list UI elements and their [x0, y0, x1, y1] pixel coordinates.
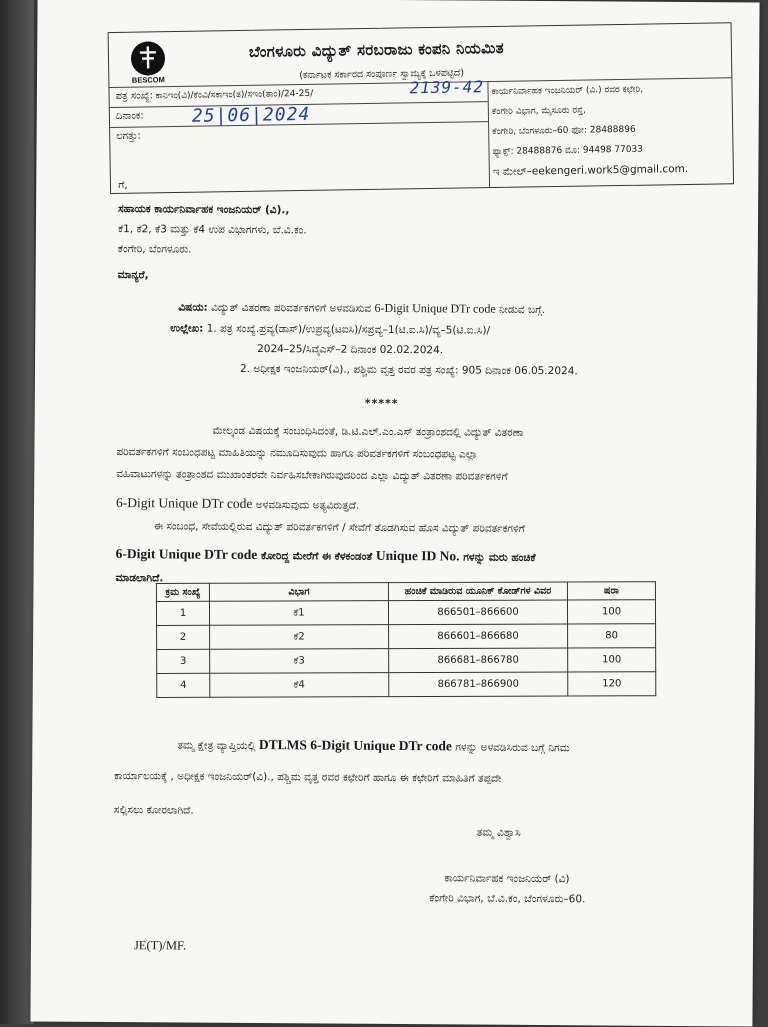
- table-cell: 120: [568, 672, 656, 696]
- table-cell: 866501–866600: [388, 600, 567, 625]
- table-cell: ಕೆ4: [210, 673, 389, 698]
- body-line: ಪರಿವರ್ತಕಗಳಿಗೆ ಸಂಬಂಧಪಟ್ಟ ಮಾಹಿತಿಯನ್ನು ನಮೂದಿಸುವುದು ಹಾಗೂ ಪರಿವರ್ತಕಗಳಿಗೆ ಸಂಬಂಧಪಟ್ಟ ಎಲ್ಲಾ: [116, 446, 478, 461]
- address-line: ಫ್ಯಾಕ್ಸ್: 28488876 ಮೊ: 94498 77033: [492, 144, 644, 158]
- org-name: ಬೆಂಗಳೂರು ವಿದ್ಯುತ್ ಸರಬರಾಜು ಕಂಪನಿ ನಿಯಮಿತ: [248, 38, 505, 61]
- table-cell: ಕೆ1: [209, 601, 388, 626]
- subject-text: ನೀಡುವ ಬಗ್ಗೆ.: [499, 303, 546, 317]
- ref-label: ಪತ್ರ ಸಂಖ್ಯೆ:: [115, 90, 154, 102]
- body-text: ತಮ್ಮ ಕ್ಷೇತ್ರ ವ್ಯಾಪ್ತಿಯಲ್ಲಿ: [177, 739, 256, 753]
- body-line: ಕಾರ್ಯಾಲಯಕ್ಕೆ , ಅಧೀಕ್ಷಕ ಇಂಜನಿಯರ್(ವಿ)., ಪಶ್ಚಿಮ ವೃತ್ತ ರವರ ಕಛೇರಿಗೆ ಹಾಗೂ ಈ ಕಛೇರಿಗೆ ಮಾಹಿತಿಗೆ ತಪ್ಪದೇ: [114, 770, 502, 785]
- body-text: ಗಳನ್ನು ಅಳವಡಿಸಿರುವ ಬಗ್ಗೆ ನಿಗಮ: [455, 741, 570, 755]
- body-line: [116, 495, 359, 513]
- table-cell: ಕೆ2: [210, 625, 389, 650]
- salutation: ಮಾನ್ಯರೆ,: [117, 269, 149, 282]
- column-header: ಹಂಚಿಕೆ ಮಾಡಿರುವ ಯೂನಿಕ್ ಕೋಡ್‌ಗಳ ವಿವರ: [388, 582, 567, 601]
- body-text: ಕೋರಿದ್ದ ಮೇರೆಗೆ ಈ ಕೆಳಕಂಡಂತೆ: [260, 550, 373, 563]
- reference-line: [170, 322, 490, 337]
- subject-text: ವಿದ್ಯುತ್ ವಿತರಣಾ ಪರಿವರ್ತಕಗಳಿಗೆ ಅಳವಡಿಸುವ: [211, 301, 372, 315]
- body-line: ಮೇಲ್ಕಂಡ ವಿಷಯಕ್ಕೆ ಸಂಬಂಧಿಸಿದಂತೆ, ಡಿ.ಟಿ.ಎಲ್.ಎಂ.ಎಸ್ ತಂತ್ರಾಂಶದಲ್ಲಿ ವಿದ್ಯುತ್ ವಿತರಣಾ: [212, 424, 524, 439]
- address-line: ಕಾರ್ಯನಿರ್ವಾಹಕ ಇಂಜನಿಯರ್ (ವಿ.) ರವರ ಕಛೇರಿ,: [491, 84, 644, 98]
- email-address: ಇ ಮೇಲ್–eekengeri.work5@gmail.com.: [492, 162, 689, 179]
- table-cell: 80: [568, 624, 656, 648]
- closing-yours: ತಮ್ಮ ವಿಶ್ವಾಸಿ: [476, 826, 521, 839]
- code-term: 6-Digit Unique DTr code: [115, 546, 258, 563]
- table-cell: 100: [567, 600, 655, 624]
- logo-text: BESCOM: [131, 75, 165, 85]
- body-line: ವಹಿವಾಟುಗಳನ್ನು ತಂತ್ರಾಂಶದ ಮುಖಾಂತರವೇ ನಿರ್ವಹಿಸಬೇಕಾಗಿರುವುದರಿಂದ ಎಲ್ಲಾ ವಿದ್ಯುತ್ ವಿತರಣಾ ಪರಿವರ್ತಕಗಳಿಗೆ: [116, 468, 508, 483]
- address-line: ಕೆಂಗೇರಿ, ಬೆಂಗಳೂರು–60 ಫೋ: 28488896: [492, 124, 636, 138]
- table-cell: 866781–866900: [389, 672, 568, 697]
- table-cell: ಕೆ3: [210, 649, 389, 674]
- reference-text: 2. ಅಧೀಕ್ಷಕ ಇಂಜನಿಯರ್(ವಿ)., ಪಶ್ಚಿಮ ವೃತ್ತ ರವರ ಪತ್ರ ಸಂಖ್ಯೆ: 905 ದಿನಾಂಕ 06.05.2024.: [239, 362, 578, 378]
- body-line: [116, 546, 536, 565]
- desk-background: [0, 0, 34, 1024]
- body-text: ಅಳವಡಿಸುವುದು ಅತ್ಯವಿರುತ್ತದೆ.: [255, 499, 360, 512]
- unique-id-term: Unique ID No.: [375, 547, 460, 564]
- body-line: ಮಾಡಲಾಗಿದೆ.: [115, 572, 164, 585]
- separator: *****: [364, 396, 399, 411]
- table-row: [157, 624, 656, 650]
- letterhead: [108, 22, 734, 194]
- table-cell: 3: [157, 649, 210, 673]
- initials: JE(T)/MF.: [133, 938, 187, 953]
- org-subtitle: (ಕರ್ನಾಟಕ ಸರ್ಕಾರದ ಸಂಪೂರ್ಣ ಸ್ವಾಮ್ಯಕ್ಕೆ ಒಳಪಟ್ಟಿದೆ): [299, 67, 465, 82]
- table-row: [156, 600, 655, 626]
- bescom-logo-icon: [121, 36, 176, 85]
- date-label: ದಿನಾಂಕ:: [115, 110, 144, 122]
- letter-page: [30, 0, 759, 1027]
- table-cell: 1: [156, 601, 209, 625]
- reference-label: ಉಲ್ಲೇಖ:: [170, 322, 204, 335]
- table-cell: 866601–866680: [389, 624, 568, 649]
- body-line: ಸಲ್ಲಿಸಲು ಕೋರಲಾಗಿದೆ.: [113, 804, 194, 817]
- body-line: [177, 736, 569, 755]
- column-header: ಷರಾ: [567, 582, 655, 600]
- subject-line: [178, 299, 545, 317]
- code-term: DTLMS 6-Digit Unique DTr code: [258, 737, 452, 754]
- ref-handwritten: 2139-42: [409, 77, 485, 98]
- table-cell: 866681–866780: [389, 648, 568, 673]
- date-handwritten: 25|06|2024: [191, 103, 311, 127]
- ref-number: ಕಾನಿಇಂ(ವಿ)/ಕೆಂವಿ/ಸಕಾಇಂ(ತ)/ಸಇಂ(ತಾಂ)/24-25/: [155, 88, 314, 102]
- allocation-table: [156, 581, 656, 698]
- recipient-line: ಕೆ1, ಕೆ2, ಕೆ3 ಮತ್ತು ಕೆ4 ಉಪ ವಿಭಾಗಗಳು, ಬೆ.ವಿ.ಕಂ.: [117, 223, 307, 237]
- enclosure-label: ಲಗತ್ತು:: [116, 130, 141, 142]
- reference-text: 2024–25/ಸಿವೈಎಸ್–2 ದಿನಾಂಕ 02.02.2024.: [257, 343, 444, 357]
- signatory-office: ಕೆಂಗೇರಿ ವಿಭಾಗ, ಬೆ.ವಿ.ಕಂ, ಬೆಂಗಳೂರು–60.: [429, 892, 586, 906]
- address-line: ಕೆಂಗೇರಿ ವಿಭಾಗ, ಮೈಸೂರು ರಸ್ತೆ,: [491, 105, 586, 118]
- body-line: ಈ ಸಂಬಂಧ, ಸೇವೆಯಲ್ಲಿರುವ ವಿದ್ಯುತ್ ಪರಿವರ್ತಕಗಳಿಗೆ / ಸೇವೆಗೆ ತೊಡಗಿಸುವ ಹೊಸ ವಿದ್ಯುತ್ ಪರಿವರ್ತಕಗಳಿಗೆ: [153, 520, 525, 535]
- subject-label: ವಿಷಯ:: [178, 301, 208, 314]
- column-header: ಕ್ರಮ ಸಂಖ್ಯೆ: [156, 583, 209, 601]
- table-row: [157, 672, 656, 698]
- table-cell: 4: [157, 673, 210, 697]
- recipient-line: ಕೆಂಗೇರಿ, ಬೆಂಗಳೂರು.: [117, 243, 192, 256]
- divider: [487, 81, 490, 187]
- table-cell: 2: [157, 625, 210, 649]
- table-header-row: [156, 582, 655, 602]
- subject-code: 6-Digit Unique DTr code: [374, 300, 496, 316]
- recipient-line: ಸಹಾಯಕ ಕಾರ್ಯನಿರ್ವಾಹಕ ಇಂಜನಿಯರ್ (ವಿ).,: [118, 203, 290, 217]
- column-header: ವಿಭಾಗ: [209, 583, 388, 602]
- recipient-to: ಗೆ,: [118, 179, 128, 192]
- table-row: [157, 648, 656, 674]
- table-cell: 100: [568, 648, 656, 672]
- reference-text: 1. ಪತ್ರ ಸಂಖ್ಯೆ.ಪ್ರವ್ಯ(ಡಾಸ್)/ಉಪ್ರವ್ಯ(ಟಐಸಿ)/ಸಪ್ರವ್ಯ–1(ಟಿ.ಐ.ಸಿ)/ವ್ಯ–5(ಟಿ.ಐ.ಸಿ)/: [206, 322, 491, 337]
- signatory-designation: ಕಾರ್ಯನಿರ್ವಾಹಕ ಇಂಜನಿಯರ್ (ವಿ): [444, 872, 570, 886]
- code-term: 6-Digit Unique DTr code: [116, 495, 253, 512]
- body-text: ಗಳನ್ನು ಮರು ಹಂಚಿಕೆ: [463, 551, 536, 564]
